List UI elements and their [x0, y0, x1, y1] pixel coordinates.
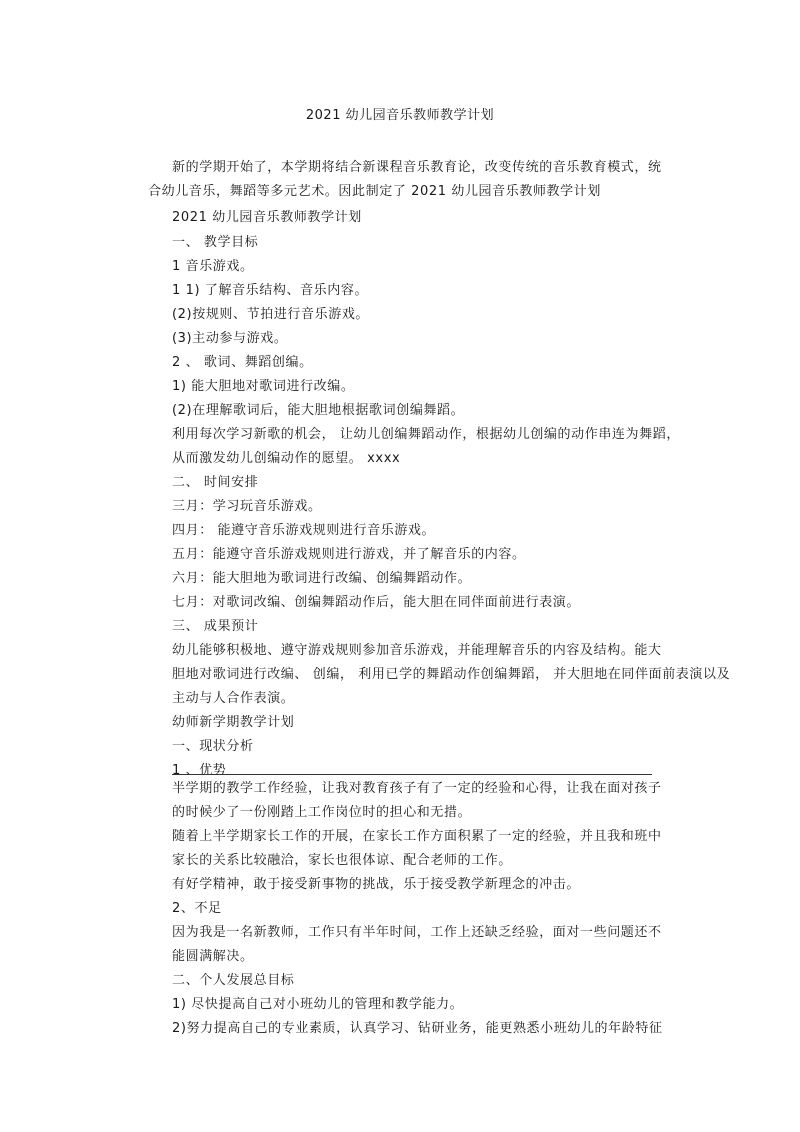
- paragraph-line: 从而激发幼儿创编动作的愿望。 xxxx: [172, 451, 401, 466]
- paragraph-line: 利用每次学习新歌的机会， 让幼儿创编舞蹈动作，根据幼儿创编的动作串连为舞蹈，: [172, 427, 680, 442]
- paragraph-line: 三月：学习玩音乐游戏。: [172, 499, 322, 514]
- paragraph-line: 1 1) 了解音乐结构、音乐内容。: [172, 283, 369, 298]
- paragraph-line: 2021 幼儿园音乐教师教学计划: [172, 210, 362, 225]
- section-heading: 一、现状分析: [172, 739, 254, 754]
- paragraph-line: 六月：能大胆地为歌词进行改编、创编舞蹈动作。: [172, 571, 472, 586]
- section-heading: 一、 教学目标: [172, 235, 259, 250]
- paragraph-line: 的时候少了一份刚踏上工作岗位时的担心和无措。: [172, 805, 472, 820]
- paragraph-line: 主动与人合作表演。: [172, 691, 295, 706]
- paragraph-line: 随着上半学期家长工作的开展，在家长工作方面积累了一定的经验，并且我和班中: [172, 829, 662, 844]
- section-heading: 二、 时间安排: [172, 475, 259, 490]
- paragraph-line: 能圆满解决。: [172, 949, 254, 964]
- paragraph-line: 1) 尽快提高自己对小班幼儿的管理和教学能力。: [172, 997, 464, 1012]
- paragraph-line: 家长的关系比较融洽，家长也很体谅、配合老师的工作。: [172, 853, 513, 868]
- paragraph-line: 1) 能大胆地对歌词进行改编。: [172, 379, 355, 394]
- paragraph-line: 胆地对歌词进行改编、 创编， 利用已学的舞蹈动作创编舞蹈， 并大胆地在同伴面前表演以及: [172, 667, 731, 682]
- paragraph-line: (3)主动参与游戏。: [172, 331, 288, 346]
- paragraph-line: 2 、 歌词、舞蹈创编。: [172, 355, 313, 370]
- section-heading: 二、个人发展总目标: [172, 973, 295, 988]
- paragraph-line: 半学期的教学工作经验，让我对教育孩子有了一定的经验和心得，让我在面对孩子: [172, 781, 662, 796]
- paragraph-line: 1 音乐游戏。: [172, 259, 254, 274]
- divider-line: [172, 774, 652, 775]
- paragraph-line: 合幼儿音乐，舞蹈等多元艺术。因此制定了 2021 幼儿园音乐教师教学计划: [148, 184, 601, 199]
- paragraph-line: (2)按规则、节拍进行音乐游戏。: [172, 307, 370, 322]
- paragraph-line: 幼儿能够积极地、遵守游戏规则参加音乐游戏，并能理解音乐的内容及结构。能大: [172, 643, 662, 658]
- paragraph-line: 1 、优势: [172, 763, 227, 778]
- paragraph-line: 七月：对歌词改编、创编舞蹈动作后，能大胆在同伴面前进行表演。: [172, 595, 581, 610]
- paragraph-line: 2)努力提高自己的专业素质，认真学习、钻研业务，能更熟悉小班幼儿的年龄特征: [172, 1021, 663, 1036]
- paragraph-line: 四月： 能遵守音乐游戏规则进行音乐游戏。: [172, 523, 436, 538]
- paragraph-line: 2、不足: [172, 901, 222, 916]
- paragraph-line: 有好学精神，敢于接受新事物的挑战，乐于接受教学新理念的冲击。: [172, 877, 581, 892]
- section-heading: 幼师新学期教学计划: [172, 715, 295, 730]
- document-title: 2021 幼儿园音乐教师教学计划: [305, 108, 495, 123]
- paragraph-line: 因为我是一名新教师，工作只有半年时间，工作上还缺乏经验，面对一些问题还不: [172, 925, 662, 940]
- paragraph-line: (2)在理解歌词后，能大胆地根据歌词创编舞蹈。: [172, 403, 465, 418]
- paragraph-line: 五月：能遵守音乐游戏规则进行游戏，并了解音乐的内容。: [172, 547, 526, 562]
- section-heading: 三、 成果预计: [172, 619, 259, 634]
- paragraph-line: 新的学期开始了，本学期将结合新课程音乐教育论，改变传统的音乐教育模式，统: [172, 160, 662, 175]
